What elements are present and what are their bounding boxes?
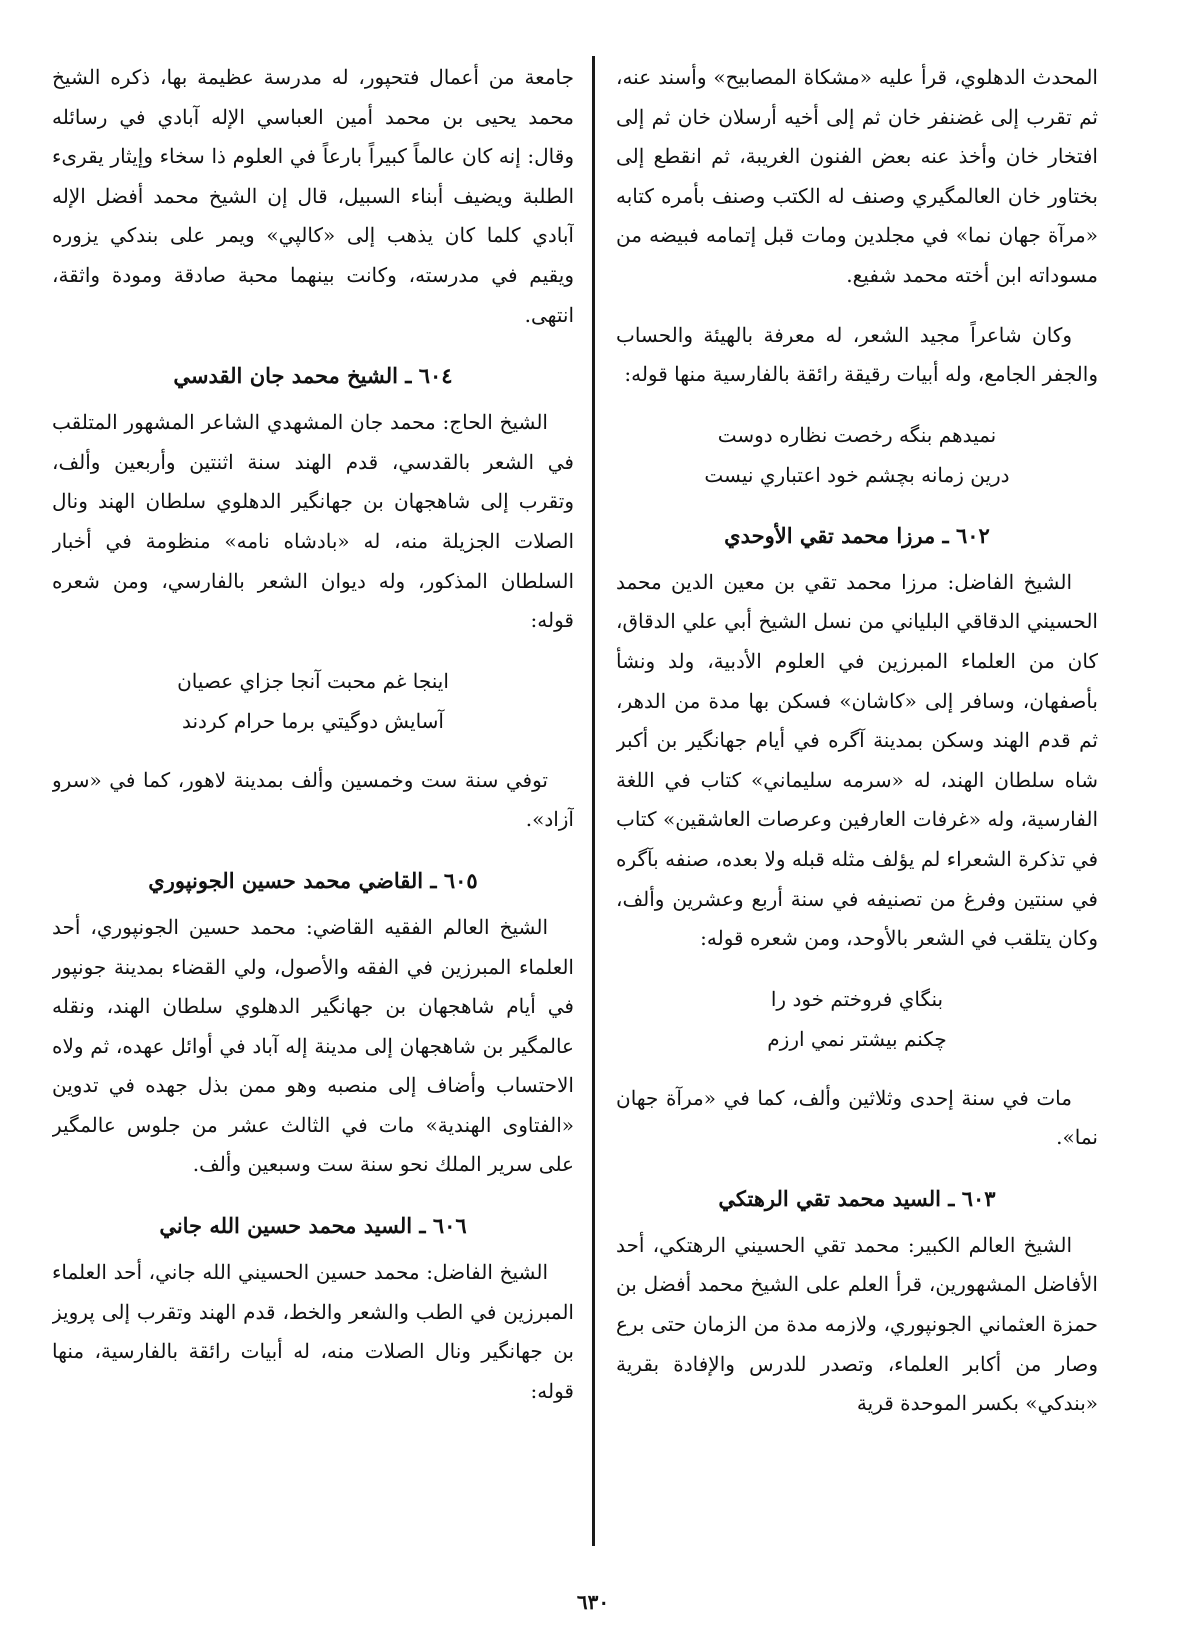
- paragraph: الشيخ الحاج: محمد جان المشهدي الشاعر المشهور المتلقب في الشعر بالقدسي، قدم الهند سنة اثنتين وأربعين وألف، وتقرب إلى شاهجهان بن جهانگير الدهلوي سلطان الهند ونال الصلات الجزيلة منه، له «بادشاه نامه» منظومة في أخبار السلطان المذكور، وله ديوان الشعر بالفارسي، ومن شعره قوله:: [52, 410, 574, 633]
- entry-heading-605: ٦٠٥ ـ القاضي محمد حسين الجونپوري: [148, 867, 478, 893]
- entry-heading-604: ٦٠٤ ـ الشيخ محمد جان القدسي: [173, 363, 453, 389]
- right-column: [616, 58, 1098, 1578]
- entry-heading-602: ٦٠٢ ـ مرزا محمد تقي الأوحدي: [724, 522, 990, 548]
- paragraph: توفي سنة ست وخمسين وألف بمدينة لاهور، كما في «سرو آزاد».: [52, 767, 574, 832]
- entry-heading-603: ٦٠٣ ـ السيد محمد تقي الرهتكي: [718, 1185, 996, 1211]
- paragraph-continuation: جامعة من أعمال فتحپور، له مدرسة عظيمة بها، ذكره الشيخ محمد يحيى بن محمد أمين العباسي الإله آبادي في رسائله وقال: إنه كان عالماً كبيراً بارعاً في العلوم ذا سخاء وإيثار يقرىء الطلبة ويضيف أبناء السبيل، قال إن الشيخ محمد أفضل الإله آبادي كلما كان يذهب إلى «كالپي» ويمر على بندكي يزوره ويقيم في مدرسته، وكانت بينهما محبة صادقة ومودة واثقة، انتهى.: [52, 65, 574, 327]
- left-column: [52, 58, 574, 1578]
- paragraph: الشيخ العالم الكبير: محمد تقي الحسيني الرهتكي، أحد الأفاضل المشهورين، قرأ العلم على الشيخ محمد أفضل بن حمزة العثماني الجونپوري، ولازمه مدة من الزمان حتى برع وصار من أكابر العلماء، وتصدر للدرس والإفادة بقرية «بندكي» بكسر الموحدة قرية: [616, 1232, 1098, 1416]
- paragraph: الشيخ العالم الفقيه القاضي: محمد حسين الجونپوري، أحد العلماء المبرزين في الفقه والأصول، ولي القضاء بمدينة جونپور في أيام شاهجهان بن جهانگير الدهلوي سلطان الهند، ونقله عالمگير بن شاهجهان إلى مدينة إله آباد في أوائل عهده، ثم ولاه الاحتساب وأضاف إلى منصبه وهو ممن بذل جهده في تدوين «الفتاوى الهندية» مات في الثالث عشر من جلوس عالمگير على سرير الملك نحو سنة ست وسبعين وألف.: [52, 914, 574, 1177]
- entry-heading-606: ٦٠٦ ـ السيد محمد حسين الله جاني: [159, 1213, 467, 1239]
- verse-line: آسايش دوگيتي برما حرام كردند: [181, 708, 444, 733]
- page-number: ٦٣٠: [576, 1590, 610, 1614]
- verse-line: اينجا غم محبت آنجا جزاي عصيان: [177, 668, 449, 693]
- verse-line: نميدهم بنگه رخصت نظاره دوست: [717, 422, 997, 447]
- paragraph: وكان شاعراً مجيد الشعر، له معرفة بالهيئة والحساب والجفر الجامع، وله أبيات رقيقة رائقة بالفارسية منها قوله:: [616, 322, 1098, 387]
- paragraph-continuation: المحدث الدهلوي، قرأ عليه «مشكاة المصابيح» وأسند عنه، ثم تقرب إلى غضنفر خان ثم إلى أخيه أرسلان خان ثم إلى افتخار خان وأخذ عنه بعض الفنون الغريبة، ثم انقطع إلى بختاور خان العالمگيري وصنف له الكتب وصنف بأمره كتابه «مرآة جهان نما» في مجلدين ومات قبل إتمامه فبيضه من مسوداته ابن أخته محمد شفيع.: [616, 65, 1098, 287]
- verse-line: درين زمانه بچشم خود اعتباري نيست: [704, 462, 1010, 487]
- paragraph: مات في سنة إحدى وثلاثين وألف، كما في «مرآة جهان نما».: [616, 1085, 1098, 1150]
- paragraph: الشيخ الفاضل: مرزا محمد تقي بن معين الدين محمد الحسيني الدقاقي البلياني من نسل الشيخ أبي علي الدقاق، كان من العلماء المبرزين في العلوم الأدبية، ولد ونشأ بأصفهان، وسافر إلى «كاشان» فسكن بها مدة من الدهر، ثم قدم الهند وسكن بمدينة آگره في أيام جهانگير بن أكبر شاه سلطان الهند، له «سرمه سليماني» كتاب في اللغة الفارسية، وله «غرفات العارفين وعرصات العاشقين» كتاب في تذكرة الشعراء لم يؤلف مثله قبله ولا بعده، صنفه بآگره في سنتين وفرغ من تصنيفه في سنة أربع وعشرين وألف، وكان يتلقب في الشعر بالأوحد، ومن شعره قوله:: [616, 569, 1098, 951]
- column-divider: [592, 56, 595, 1546]
- verse-line: بنگاي فروختم خود را: [770, 986, 944, 1011]
- verse-line: چكنم بيشتر نمي ارزم: [767, 1026, 947, 1051]
- paragraph: الشيخ الفاضل: محمد حسين الحسيني الله جاني، أحد العلماء المبرزين في الطب والشعر والخط، قدم الهند وتقرب إلى پرويز بن جهانگير ونال الصلات منه، له أبيات رائقة بالفارسية، منها قوله:: [52, 1260, 574, 1403]
